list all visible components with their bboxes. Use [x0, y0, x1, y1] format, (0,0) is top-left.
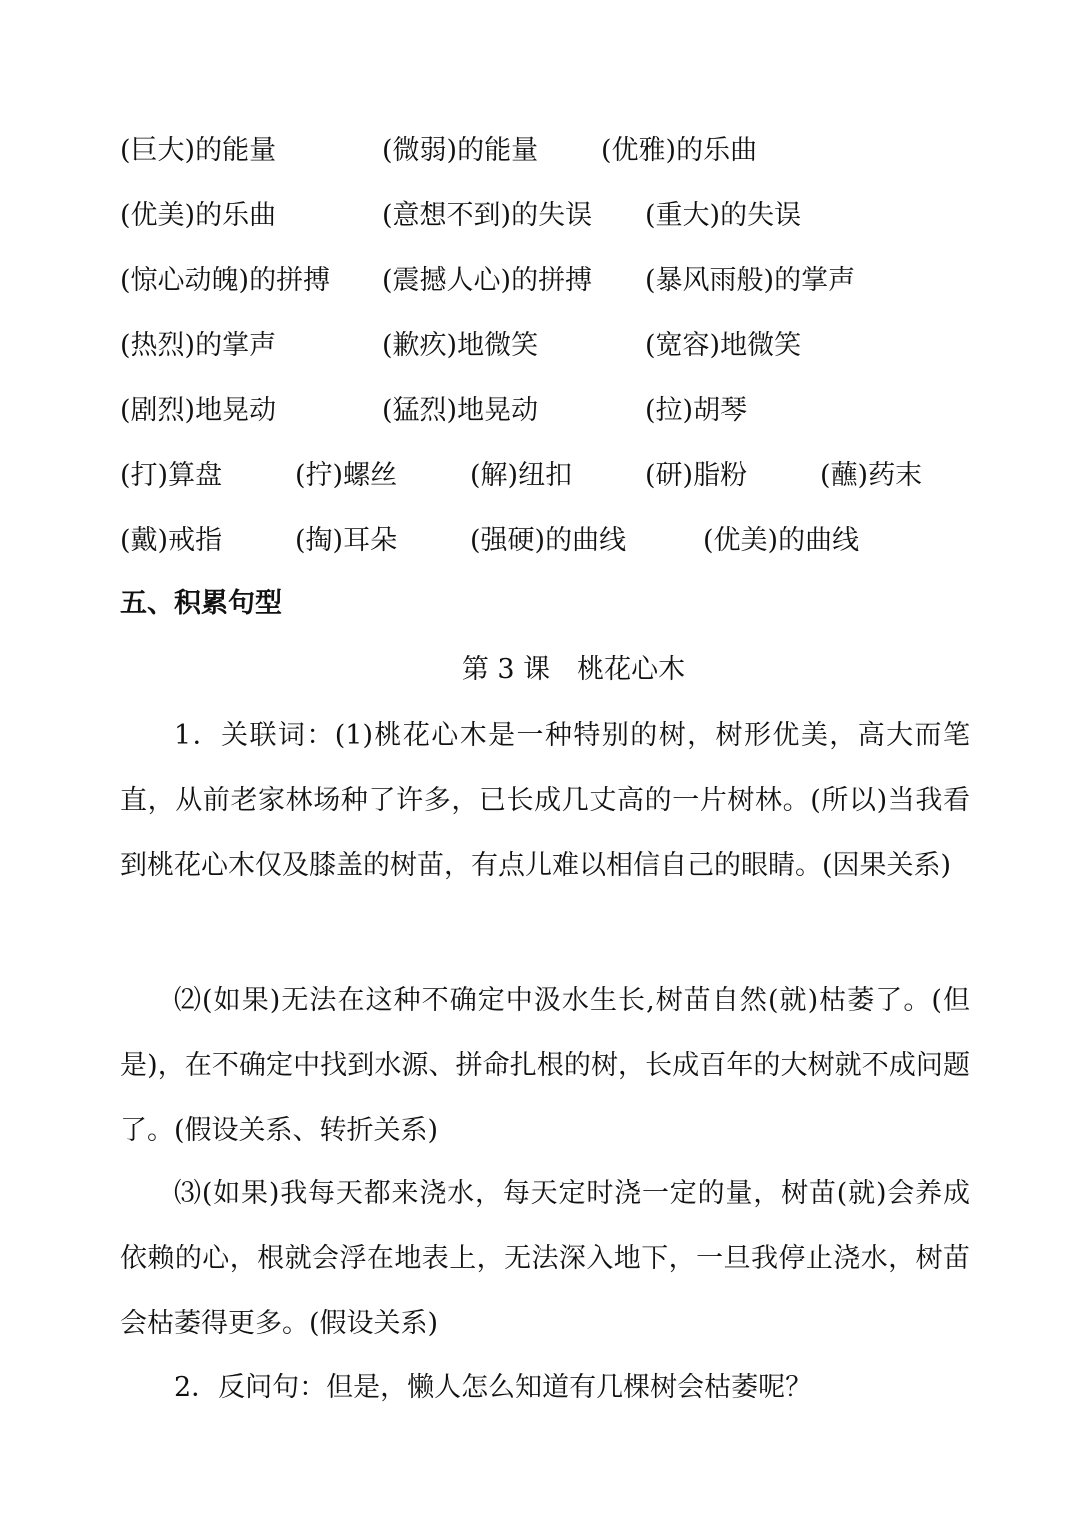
word-pair: (微弱)的能量: [382, 135, 539, 166]
word-pair: (打)算盘: [120, 460, 223, 491]
word-pair: (惊心动魄)的拼搏: [120, 265, 331, 296]
word-pair-row: [0, 326, 1087, 366]
word-pair: (热烈)的掌声: [120, 330, 277, 361]
word-pair-row: [0, 391, 1087, 431]
paragraph-conjunctions-1: 1．关联词：(1)桃花心木是一种特别的树，树形优美，高大而笔直，从前老家林场种了许多，已长成几丈高的一片树林。(所以)当我看到桃花心木仅及膝盖的树苗，有点儿难以相信自己的眼睛。(因果关系): [120, 720, 970, 881]
word-pair: (研)脂粉: [645, 460, 748, 491]
word-pair: (震撼人心)的拼搏: [382, 265, 593, 296]
word-pair-row: [0, 456, 1087, 496]
word-pair: (掏)耳朵: [295, 525, 398, 556]
word-pair-row: [0, 196, 1087, 236]
word-pair: (优美)的乐曲: [120, 200, 277, 231]
word-pair-row: [0, 521, 1087, 561]
word-pair: (歉疚)地微笑: [382, 330, 539, 361]
section-heading: 五、积累句型: [120, 588, 282, 619]
word-pair: (优美)的曲线: [703, 525, 860, 556]
word-pair: (强硬)的曲线: [470, 525, 627, 556]
word-pair: (优雅)的乐曲: [601, 135, 758, 166]
paragraph-rhetorical-question: 2．反问句：但是，懒人怎么知道有几棵树会枯萎呢？: [174, 1372, 813, 1403]
word-pair: (意想不到)的失误: [382, 200, 593, 231]
word-pair: (重大)的失误: [645, 200, 802, 231]
word-pair-row: [0, 261, 1087, 301]
word-pair-row: [0, 131, 1087, 171]
word-pair: (蘸)药末: [820, 460, 923, 491]
word-pair: (解)纽扣: [470, 460, 573, 491]
lesson-title: 第 3 课 桃花心木: [461, 654, 686, 685]
word-pair: (戴)戒指: [120, 525, 223, 556]
word-pair: (拉)胡琴: [645, 395, 748, 426]
word-pair: (暴风雨般)的掌声: [645, 265, 856, 296]
paragraph-conjunctions-3: ⑶(如果)我每天都来浇水，每天定时浇一定的量，树苗(就)会养成依赖的心，根就会浮在地表上，无法深入地下，一旦我停止浇水，树苗会枯萎得更多。(假设关系): [120, 1178, 970, 1339]
word-pair: (猛烈)地晃动: [382, 395, 539, 426]
word-pair: (宽容)地微笑: [645, 330, 802, 361]
word-pair: (巨大)的能量: [120, 135, 277, 166]
paragraph-conjunctions-2: ⑵(如果)无法在这种不确定中汲水生长,树苗自然(就)枯萎了。(但是)，在不确定中找到水源、拼命扎根的树，长成百年的大树就不成问题了。(假设关系、转折关系): [120, 985, 970, 1146]
word-pair: (拧)螺丝: [295, 460, 398, 491]
word-pair: (剧烈)地晃动: [120, 395, 277, 426]
